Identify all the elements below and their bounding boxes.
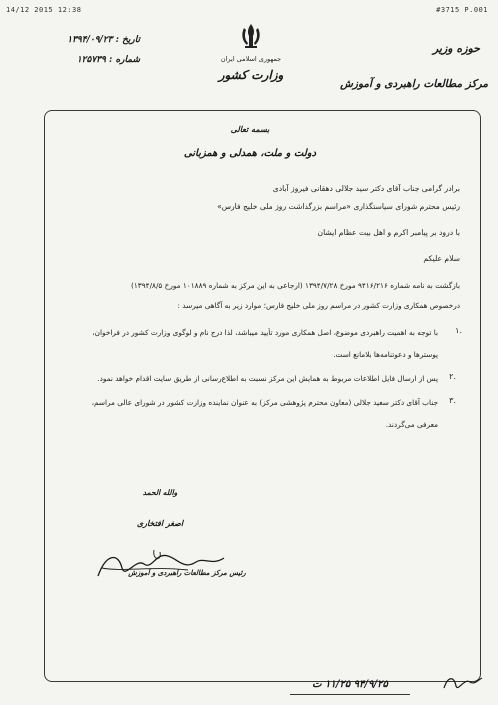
fax-datetime: 14/12 2015 12:38 (6, 6, 82, 14)
signer-name: اصغر افتخاری (136, 518, 184, 528)
item-line: پوسترها و دعوتنامه‌ها بلامانع است. (333, 350, 438, 359)
item-line: معرفی می‌گردند. (385, 420, 438, 429)
initials-scribble (440, 672, 484, 694)
republic-name: جمهوری اسلامی ایران (220, 55, 282, 63)
signature (92, 546, 232, 584)
item-line: پس از ارسال فایل اطلاعات مربوط به همایش این مرکز نسبت به اطلاع‌رسانی از طریق سایت اقدام خواهد نمود. (97, 374, 438, 383)
registration-note: ۹۴/۹/۲۵ ۱۱/۲۵ ت (312, 679, 388, 690)
recipient-title: رئیس محترم شورای سیاستگذاری «مراسم بزرگداشت روز ملی خلیج فارس» (217, 202, 460, 211)
number-row (20, 55, 140, 65)
slogan: دولت و ملت، همدلی و همزبانی (183, 148, 317, 159)
paragraph-line: بازگشت به نامه شماره ۹۴۱۶/۲۱۶ مورخ ۱۳۹۴/۷/۲۸ (ارجاعی به این مرکز به شماره ۱۰۱۸۸۹ مورخ ۱۳۹۴/۸/۵) (131, 281, 460, 290)
item-number: ۳. (449, 396, 456, 405)
item-number: ۱. (455, 326, 462, 335)
number-label: شماره : (108, 55, 140, 65)
blessing: با درود بر پیامبر اکرم و اهل بیت عظام ایشان (317, 228, 460, 237)
date-label: تاریخ : (115, 35, 140, 45)
date-row (20, 35, 140, 45)
greeting: سلام علیکم (423, 254, 460, 263)
item-line: جناب آقای دکتر سعید جلالی (معاون محترم پژوهشی مرکز) به عنوان نماینده وزارت کشور در شورای عالی مراسم، (91, 398, 438, 407)
paragraph-line: درخصوص همکاری وزارت کشور در مراسم روز ملی خلیج فارس؛ موارد زیر به آگاهی میرسد : (177, 301, 460, 310)
closing: والله الحمد (142, 488, 178, 497)
fax-page-ref: #3715 P.001 (436, 6, 488, 14)
salutation: برادر گرامی جناب آقای دکتر سید جلالی دهقانی فیروز آبادی (272, 184, 460, 193)
invocation: بسمه تعالی (230, 124, 270, 134)
underline (290, 694, 410, 695)
signer-title: رئیس مرکز مطالعات راهبردی و آموزش (128, 568, 246, 577)
item-line: با توجه به اهمیت راهبردی موضوع، اصل همکاری مورد تأیید میباشد، لذا درج نام و لوگوی وزارت کشور در فراخوان، (92, 328, 438, 337)
office-bottom: مرکز مطالعات راهبردی و آموزش (340, 78, 488, 90)
letter-frame (44, 110, 481, 682)
number-value: ۱۲۵۷۳۹ (76, 55, 106, 65)
date-value: ۱۳۹۴/۰۹/۲۳ (67, 35, 113, 45)
iran-emblem-icon (238, 22, 264, 50)
item-number: ۲. (449, 372, 456, 381)
ministry-name: وزارت کشور (218, 68, 284, 82)
office-top: حوزه وزیر (432, 42, 480, 55)
